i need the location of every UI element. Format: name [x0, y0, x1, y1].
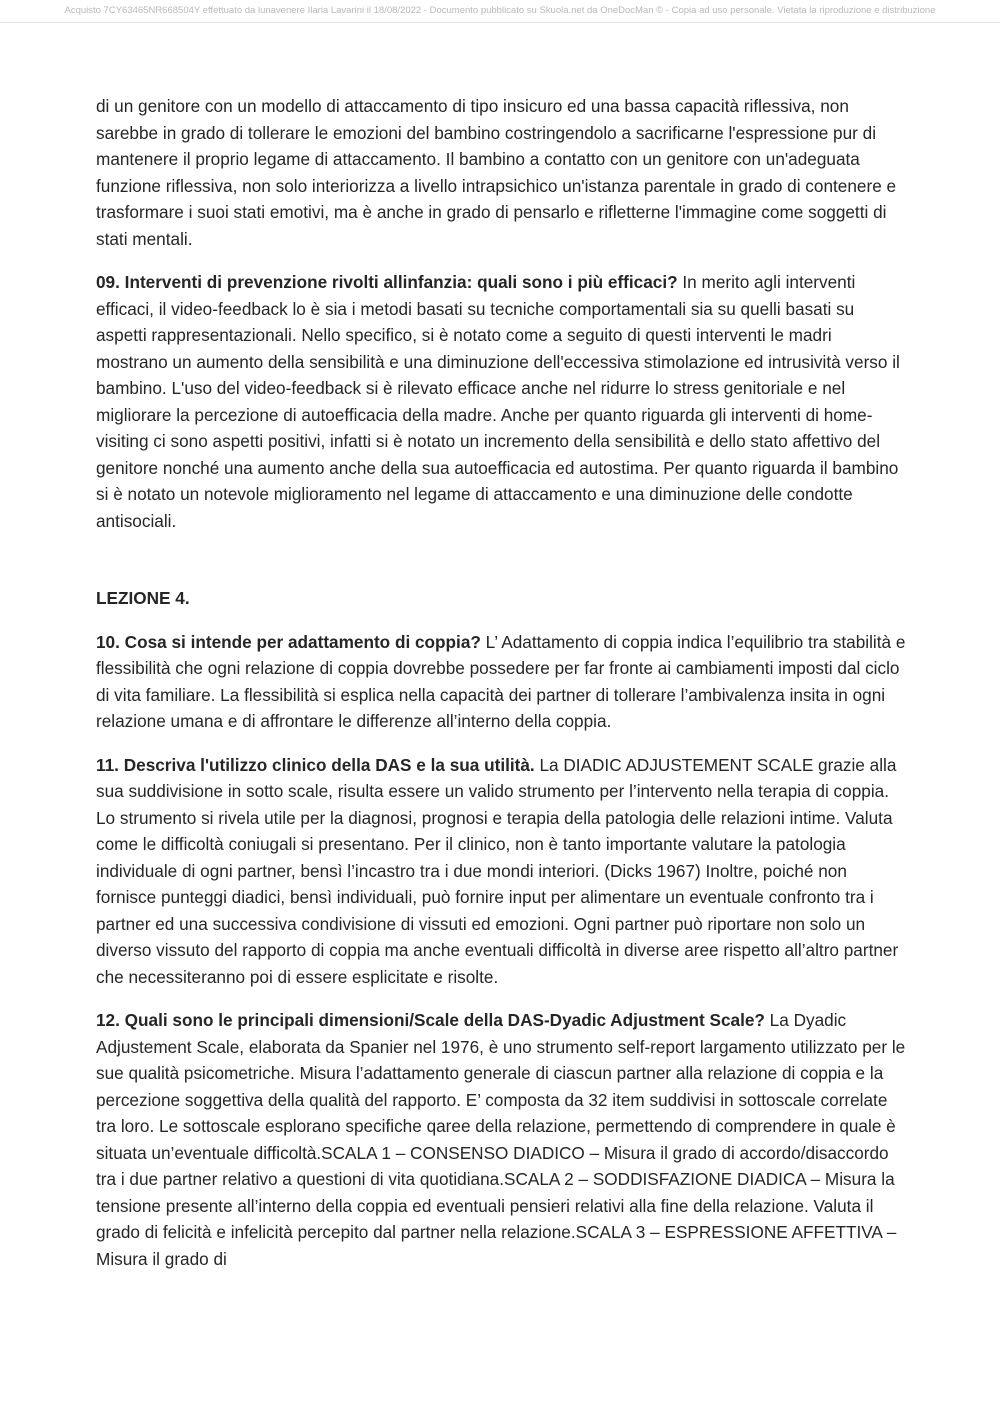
question-10-title: 10. Cosa si intende per adattamento di coppia? [96, 631, 481, 652]
document-page [96, 93, 908, 1289]
question-09-title: 09. Interventi di prevenzione rivolti allinfanzia: quali sono i più efficaci? [96, 272, 678, 292]
lesson-heading: LEZIONE 4. [96, 588, 190, 608]
question-10-answer: L’ Adattamento di coppia indica l’equilibrio tra stabilità e flessibilità che ogni relazione di coppia dovrebbe possedere per far fronte ai cambiamenti imposti dal ciclo di vita familiare. La flessibilità si esplica nella capacità dei partner di tollerare l’ambivalenza insita in ogni relazione umana e di affrontare le differenze all’interno della coppia. [96, 631, 906, 731]
question-09 [96, 269, 908, 534]
question-12-title: 12. Quali sono le principali dimensioni/Scale della DAS-Dyadic Adjustment Scale? [96, 1010, 765, 1030]
question-11 [96, 752, 908, 991]
question-12-answer: La Dyadic Adjustement Scale, elaborata da Spanier nel 1976, è uno strumento self-report largamento utilizzato per le sue qualità psicometriche. Misura l’adattamento generale di ciascun partner alla relazione di coppia e la percezione soggettiva della qualità del rapporto. E’ composta da 32 item suddivisi in sottoscale correlate tra loro. Le sottoscale esplorano specifiche qaree della relazione, permettendo di comprendere in quale è situata un’eventuale difficoltà.SCALA 1 – CONSENSO DIADICO – Misura il grado di accordo/disaccordo tra i due partner relativo a questioni di vita quotidiana.SCALA 2 – SODDISFAZIONE DIADICA – Misura la tensione presente all’interno della coppia ed eventuali pensieri relativi alla fine della relazione. Valuta il grado di felicità e infelicità percepito dal partner nella relazione.SCALA 3 – ESPRESSIONE AFFETTIVA – Misura il grado di [96, 1010, 906, 1269]
question-11-answer: La DIADIC ADJUSTEMENT SCALE grazie alla sua suddivisione in sotto scale, risulta essere un valido strumento per l’intervento nella terapia di coppia. Lo strumento si rivela utile per la diagnosi, prognosi e terapia della patologia delle relazioni intime. Valuta come le difficoltà coniugali si presentano. Per il clinico, non è tanto importante valutare la patologia individuale di ogni partner, bensì l’incastro tra i due mondi interiori. (Dicks 1967) Inoltre, poiché non fornisce punteggi diadici, bensì individuali, può fornire input per alimentare un eventuale confronto tra i partner ed una successiva condivisione di vissuti ed emozioni. Ogni partner può riportare non solo un diverso vissuto del rapporto di coppia ma anche eventuali difficoltà in diverse aree rispetto all’altro partner che necessiteranno poi di essere esplicitate e risolte. [96, 754, 899, 987]
purchase-watermark: Acquisto 7CY63465NR668504Y effettuato da lunavenere Ilaria Lavarini il 18/08/2022 - Documento pubblicato su Skuola.net da OneDocMan © - Copia ad uso personale. Vietata la riproduzione e distribuzione [0, 0, 1000, 23]
paragraph-reflective-function: di un genitore con un modello di attaccamento di tipo insicuro ed una bassa capacità riflessiva, non sarebbe in grado di tollerare le emozioni del bambino costringendolo a sacrificarne l'espressione pur di mantenere il proprio legame di attaccamento. Il bambino a contatto con un genitore con un'adeguata funzione riflessiva, non solo interiorizza a livello intrapsichico un'istanza parentale in grado di contenere e trasformare i suoi stati emotivi, ma è anche in grado di pensarlo e rifletterne l'immagine come soggetti di stati mentali. [96, 96, 897, 249]
question-12 [96, 1007, 908, 1272]
question-11-title: 11. Descriva l'utilizzo clinico della DAS e la sua utilità. [96, 754, 535, 775]
question-10 [96, 629, 908, 735]
question-09-answer: In merito agli interventi efficaci, il video-feedback lo è sia i metodi basati su tecniche comportamentali sia su quelli basati su aspetti rappresentazionali. Nello specifico, si è notato come a seguito di questi interventi le madri mostrano un aumento della sensibilità e una diminuzione dell'eccessiva stimolazione ed intrusività verso il bambino. L'uso del video-feedback si è rilevato efficace anche nel ridurre lo stress genitoriale e nel migliorare la percezione di autoefficacia della madre. Anche per quanto riguarda gli interventi di home-visiting ci sono aspetti positivi, infatti si è notato un incremento della sensibilità e dello stato affettivo del genitore nonché una aumento anche della sua autoefficacia ed autostima. Per quanto riguarda il bambino si è notato un notevole miglioramento nel legame di attaccamento e una diminuzione delle condotte antisociali. [96, 272, 900, 531]
